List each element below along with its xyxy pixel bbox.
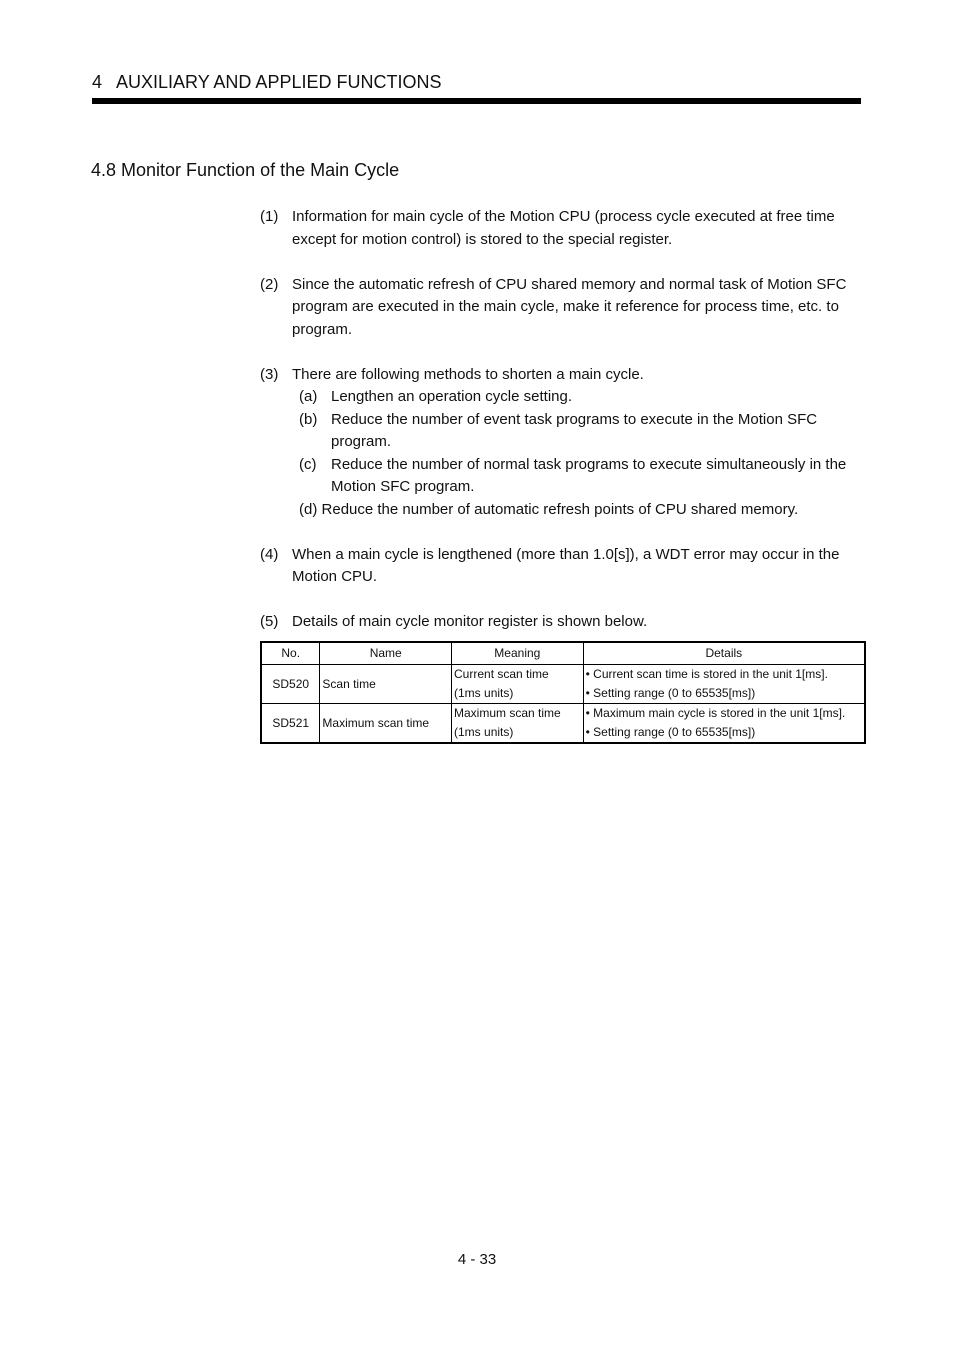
item-marker: (2): [260, 275, 279, 293]
list-item: [260, 544, 866, 589]
header-name: Name: [320, 642, 452, 665]
cell-no: SD521: [261, 704, 320, 744]
sub-item-text: Reduce the number of normal task programs to execute simultaneously in the Motion SFC program.: [331, 455, 847, 495]
item-marker: (4): [260, 545, 279, 563]
item-text: Details of main cycle monitor register is shown below.: [292, 613, 648, 630]
item-text: When a main cycle is lengthened (more than 1.0[s]), a WDT error may occur in the Motion CPU.: [292, 545, 840, 585]
list-item: [260, 611, 866, 634]
meaning-line: Maximum scan time: [454, 706, 561, 720]
cell-meaning: [452, 704, 584, 744]
header-details: Details: [583, 642, 865, 665]
item-marker: (3): [260, 365, 279, 383]
sub-item-text: Lengthen an operation cycle setting.: [331, 388, 573, 405]
sub-item-text: Reduce the number of automatic refresh points of CPU shared memory.: [321, 500, 799, 518]
register-table: [260, 641, 866, 744]
list-item: [260, 364, 866, 522]
sub-item-marker: (a): [299, 388, 318, 405]
meaning-line: (1ms units): [454, 686, 514, 700]
sub-item: [260, 409, 866, 454]
table-row: [261, 665, 865, 704]
meaning-line: (1ms units): [454, 725, 514, 739]
details-line: • Setting range (0 to 65535[ms]): [585, 686, 756, 700]
sub-item: [260, 386, 866, 409]
table-row: [261, 704, 865, 744]
cell-details: [583, 704, 865, 744]
sub-item-marker: (c): [299, 455, 317, 473]
sub-item: [260, 454, 866, 499]
chapter-title: AUXILIARY AND APPLIED FUNCTIONS: [116, 72, 442, 92]
sub-item-marker: (d): [299, 500, 318, 518]
details-line: • Current scan time is stored in the unit 1[ms].: [585, 667, 828, 681]
chapter-number: 4: [92, 72, 103, 92]
table-header-row: [261, 642, 865, 665]
header-no: No.: [261, 642, 320, 665]
cell-name: Scan time: [320, 665, 452, 704]
sub-item-text: Reduce the number of event task programs to execute in the Motion SFC program.: [331, 410, 818, 450]
item-text: Information for main cycle of the Motion CPU (process cycle executed at free time except for motion control) is stored to the special register.: [292, 208, 835, 248]
page-number: 4 - 33: [457, 1251, 497, 1268]
section-title: 4.8 Monitor Function of the Main Cycle: [91, 160, 400, 180]
cell-no: SD520: [261, 665, 320, 704]
item-marker: (1): [260, 208, 279, 225]
list-item: [260, 206, 866, 251]
item-marker: (5): [260, 613, 279, 630]
cell-meaning: [452, 665, 584, 704]
cell-details: [583, 665, 865, 704]
header-meaning: Meaning: [452, 642, 584, 665]
details-line: • Maximum main cycle is stored in the unit 1[ms].: [585, 706, 846, 720]
item-text: There are following methods to shorten a main cycle.: [292, 365, 644, 383]
list-item: [260, 274, 866, 342]
header-rule: [92, 98, 861, 104]
cell-name: Maximum scan time: [320, 704, 452, 744]
section-body: [260, 206, 866, 656]
item-text: Since the automatic refresh of CPU shared memory and normal task of Motion SFC program are executed in the main cycle, make it reference for process time, etc. to program.: [292, 275, 847, 338]
chapter-header: [92, 70, 861, 94]
details-line: • Setting range (0 to 65535[ms]): [585, 725, 756, 739]
meaning-line: Current scan time: [454, 667, 549, 681]
sub-item: [260, 499, 866, 522]
sub-item-marker: (b): [299, 410, 318, 428]
